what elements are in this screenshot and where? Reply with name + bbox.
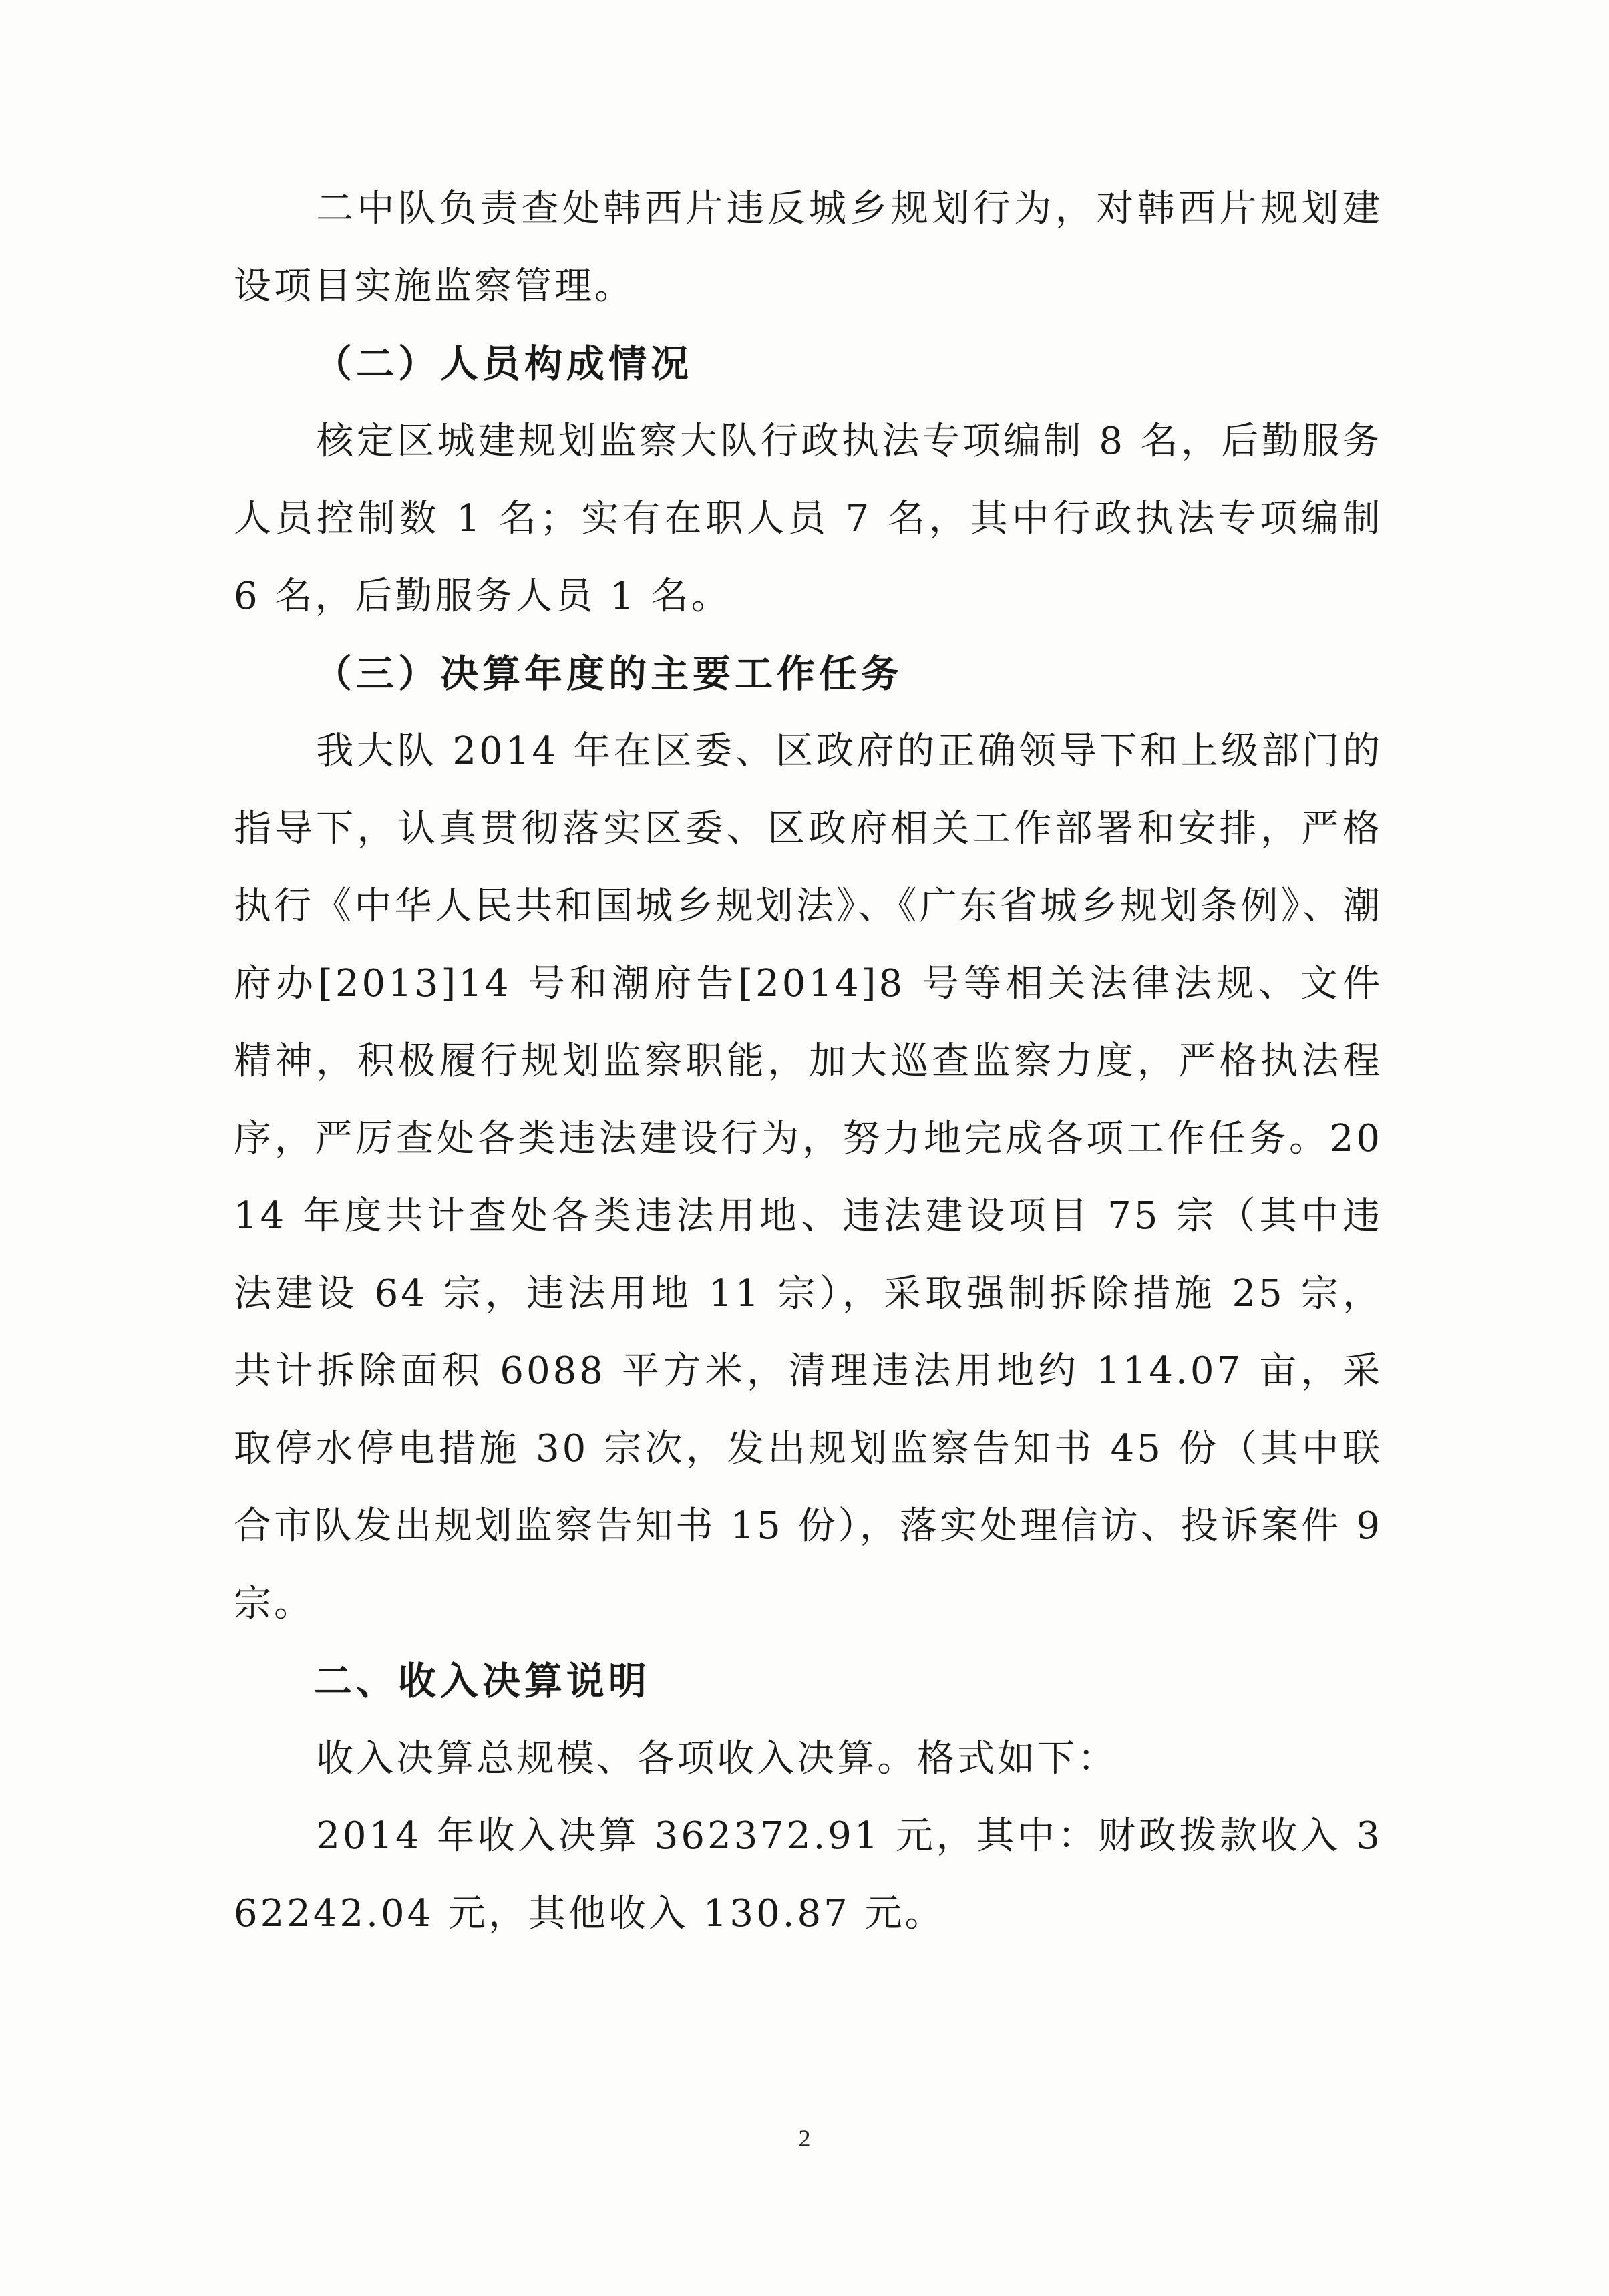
document-body xyxy=(234,170,1383,1953)
heading-staffing: （二）人员构成情况 xyxy=(314,341,693,386)
paragraph-income-format: 收入决算总规模、各项收入决算。格式如下： xyxy=(316,1737,1118,1780)
paragraph-income-figures: 2014 年收入决算 362372.91 元，其中：财政拨款收入 362242.04 元，其他收入 130.87 元。 xyxy=(234,1814,1383,1935)
paragraph-staffing: 核定区城建规划监察大队行政执法专项编制 8 名，后勤服务人员控制数 1 名；实有在职人员 7 名，其中行政执法专项编制 6 名，后勤服务人员 1 名。 xyxy=(234,420,1383,618)
page-number: 2 xyxy=(798,2125,811,2152)
paragraph-second-squad-duties: 二中队负责查处韩西片违反城乡规划行为，对韩西片规划建设项目实施监察管理。 xyxy=(234,187,1383,308)
heading-income-statement: 二、收入决算说明 xyxy=(314,1659,651,1703)
paragraph-main-tasks: 我大队 2014 年在区委、区政府的正确领导下和上级部门的指导下，认真贯彻落实区委、区政府相关工作部署和安排，严格执行《中华人民共和国城乡规划法》、《广东省城乡规划条例》、潮府办[2013]14 号和潮府告[2014]8 号等相关法律法规、文件精神，积极履行规划监察职能，加大巡查监察力度，严格执法程序，严厉查处各类违法建设行为，努力地完成各项工作任务。2014 年度共计查处各类违法用地、违法建设项目 75 宗（其中违法建设 64 宗，违法用地 11 宗），采取强制拆除措施 25 宗，共计拆除面积 6088 平方米，清理违法用地约 114.07 亩，采取停水停电措施 30 宗次，发出规划监察告知书 45 份（其中联合市队发出规划监察告知书 15 份），落实处理信访、投诉案件 9 宗。 xyxy=(234,729,1383,1625)
heading-main-tasks: （三）决算年度的主要工作任务 xyxy=(314,651,903,696)
